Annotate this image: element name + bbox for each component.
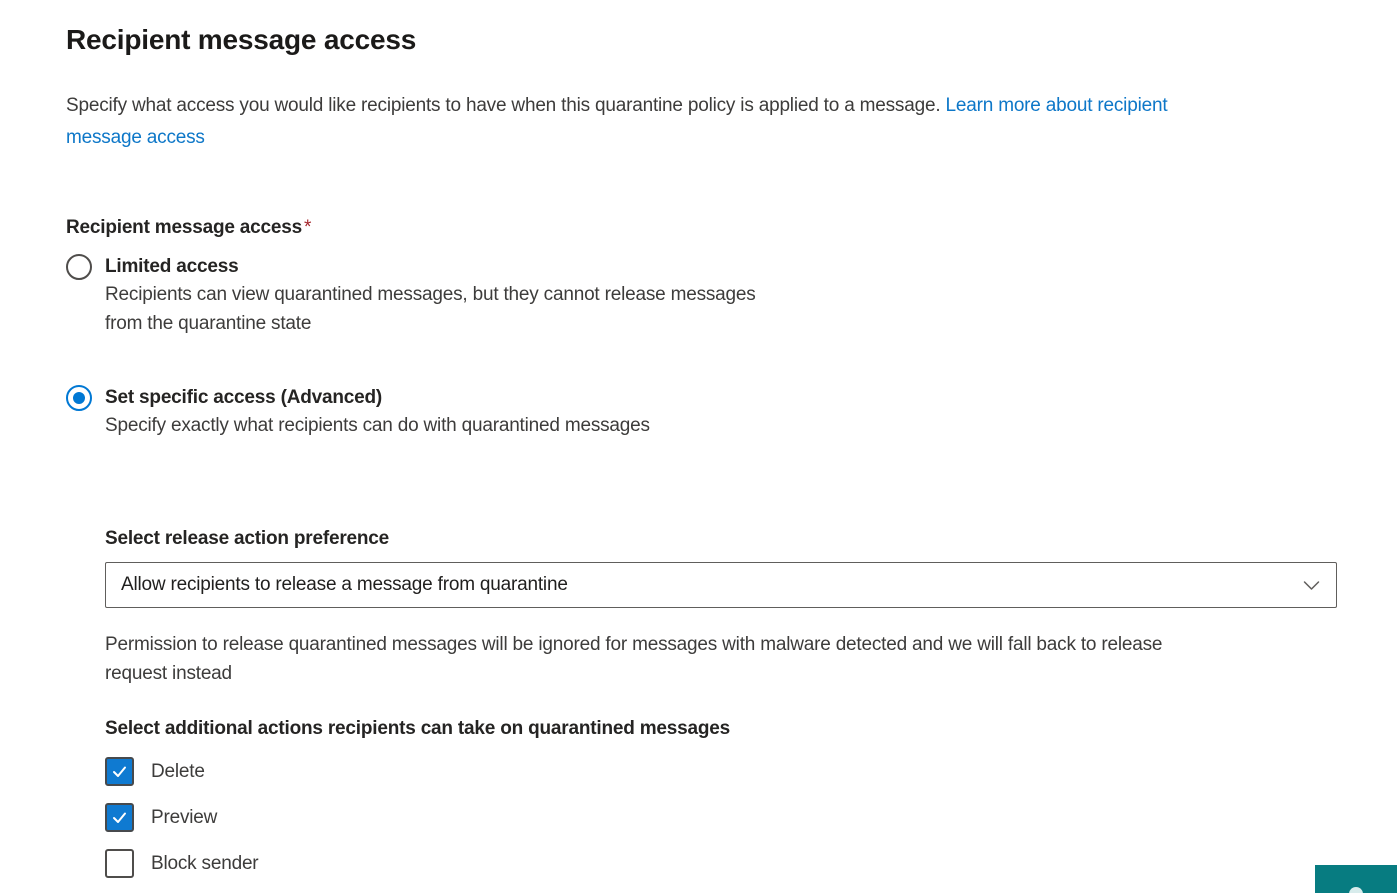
- checkbox-preview[interactable]: [105, 803, 134, 832]
- note-line1: Permission to release quarantined messages will be ignored for messages with malware detected and we will fall back to release: [105, 634, 1163, 655]
- learn-more-link-line2[interactable]: message access: [66, 127, 205, 148]
- checkbox-block-sender-label: Block sender: [151, 852, 259, 874]
- learn-more-link[interactable]: Learn more about recipient: [945, 95, 1168, 116]
- limited-access-description: [105, 280, 756, 338]
- checkbox-block-sender[interactable]: [105, 849, 134, 878]
- checkbox-row-block-sender[interactable]: [105, 849, 1331, 878]
- chevron-down-icon: [1303, 577, 1320, 594]
- set-specific-access-description: [105, 411, 650, 440]
- radio-option-set-specific-access[interactable]: [66, 384, 1331, 440]
- limited-access-label: Limited access: [105, 256, 239, 277]
- radio-option-limited-access[interactable]: [66, 253, 1331, 338]
- release-preference-selected-value: Allow recipients to release a message from quarantine: [121, 574, 568, 595]
- additional-actions-label: Select additional actions recipients can take on quarantined messages: [105, 718, 731, 739]
- checkbox-delete[interactable]: [105, 757, 134, 786]
- required-asterisk: *: [304, 217, 312, 238]
- radio-set-specific-access[interactable]: [66, 385, 92, 411]
- access-field-label-text: Recipient message access: [66, 217, 303, 238]
- limited-access-body: [105, 253, 756, 338]
- page-title: Recipient message access: [66, 24, 417, 55]
- help-button[interactable]: [1315, 865, 1397, 893]
- set-specific-access-body: [105, 384, 650, 440]
- limited-access-desc-line2: from the quarantine state: [105, 313, 312, 334]
- release-preference-note: [105, 630, 1331, 688]
- checkbox-row-preview[interactable]: [105, 803, 1331, 832]
- checkbox-delete-label: Delete: [151, 760, 205, 782]
- intro-sentence: Specify what access you would like recipients to have when this quarantine policy is applied to a message.: [66, 95, 941, 116]
- note-line2: request instead: [105, 663, 232, 684]
- advanced-access-section: [105, 528, 1331, 878]
- checkbox-row-delete[interactable]: [105, 757, 1331, 786]
- check-icon: [110, 762, 129, 781]
- set-specific-access-label: Set specific access (Advanced): [105, 387, 383, 408]
- release-preference-label: Select release action preference: [105, 528, 390, 549]
- radio-limited-access[interactable]: [66, 254, 92, 280]
- limited-access-desc-line1: Recipients can view quarantined messages, but they cannot release messages: [105, 284, 756, 305]
- checkbox-preview-label: Preview: [151, 806, 218, 828]
- release-preference-select[interactable]: [105, 562, 1337, 608]
- access-field-label: [66, 217, 1331, 239]
- check-icon: [110, 808, 129, 827]
- intro-text: [66, 90, 1331, 154]
- set-specific-access-desc-line1: Specify exactly what recipients can do with quarantined messages: [105, 415, 650, 436]
